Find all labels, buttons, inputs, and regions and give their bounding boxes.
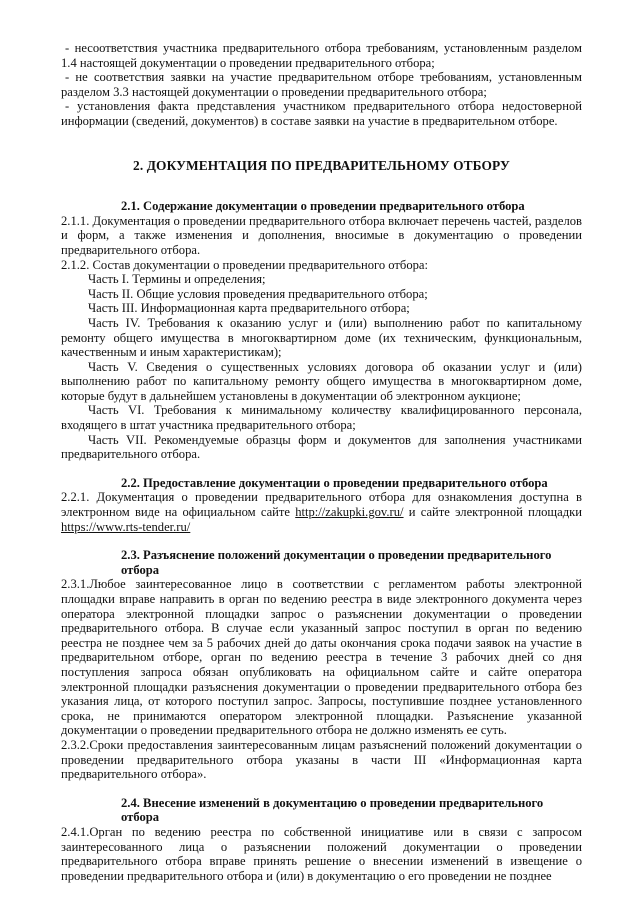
part-item: Часть V. Сведения о существенных условиях договора об оказании услуг и (или) выполнению работ по капитальному ремонту общего имущества в многоквартирном доме, которые будут в дальнейшем установлены в документации об электронном аукционе; xyxy=(61,359,582,403)
zakupki-link[interactable]: http://zakupki.gov.ru/ xyxy=(295,505,404,520)
part-item: Часть III. Информационная карта предварительного отбора; xyxy=(88,301,410,316)
paragraph-2-1-1: 2.1.1. Документация о проведении предварительного отбора включает перечень частей, разделов и форм, а также изменения и дополнения, вносимые в документацию о проведении предварительного отбора. xyxy=(61,213,582,257)
subsection-2-1-heading: 2.1. Содержание документации о проведении предварительного отбора xyxy=(121,199,525,214)
part-item: Часть VI. Требования к минимальному количеству квалифицированного персонала, входящего в штат участника предварительного отбора; xyxy=(61,403,582,433)
paragraph-2-3-1: 2.3.1.Любое заинтересованное лицо в соответствии с регламентом работы электронной площадки вправе направить в орган по ведению реестра в виде электронного документа через оператора электронной площадки запрос о разъяснении документации о проведении предварительного отбора. В случае если указанный запрос поступил в орган по ведению реестра не позднее чем за 5 рабочих дней до даты окончания срока подачи заявок на участие в предварительном отборе, орган по ведению реестра в течение 3 рабочих дней со дня поступления запроса обязан опубликовать на официальном сайте и сайте оператора электронной площадки разъяснения документации о проведении предварительного отбора без указания лица, от которого поступил запрос. Запросы, поступившие позднее установленного срока, не принимаются оператором электронной площадки. Разъяснение указанной документации о проведении предварительного отбора не должно изменять ее суть. xyxy=(61,577,582,738)
section-title: 2. ДОКУМЕНТАЦИЯ ПО ПРЕДВАРИТЕЛЬНОМУ ОТБОРУ xyxy=(133,157,510,173)
subsection-2-3-heading: 2.3. Разъяснение положений документации о проведении предварительного отбора xyxy=(121,548,552,577)
part-item: Часть II. Общие условия проведения предварительного отбора; xyxy=(88,286,428,301)
rts-tender-link[interactable]: https://www.rts-tender.ru/ xyxy=(61,519,191,534)
paragraph-2-3-2: 2.3.2.Сроки предоставления заинтересованным лицам разъяснений положений документации о проведении предварительного отбора указаны в части III «Информационная карта предварительного отбора». xyxy=(61,737,582,782)
subsection-2-4-heading: 2.4. Внесение изменений в документацию о проведении предварительного отбора xyxy=(121,795,544,825)
paragraph-2-1-2: 2.1.2. Состав документации о проведении предварительного отбора: xyxy=(61,257,429,272)
part-item: Часть I. Термины и определения; xyxy=(88,272,266,287)
paragraph-2-2-1-middle: и сайте электронной площадки xyxy=(403,505,582,520)
part-item: Часть IV. Требования к оказанию услуг и (или) выполнению работ по капитальному ремонту общего имущества в многоквартирном доме (их техническим, функциональным, качественным и иным характеристикам); xyxy=(61,315,582,360)
subsection-2-2-heading: 2.2. Предоставление документации о проведении предварительного отбора xyxy=(121,475,548,490)
intro-item-2: - не соответствия заявки на участие предварительном отборе требованиям, установленным разделом 3.3 настоящей документации о проведении предварительного отбора; xyxy=(61,70,582,99)
paragraph-2-4-1: 2.4.1.Орган по ведению реестра по собственной инициативе или в связи с запросом заинтересованного лица о разъяснении положений документации о проведении предварительного отбора вправе принять решение о внесении изменений в извещение о проведении предварительного отбора и (или) в документацию о его проведении не позднее xyxy=(61,824,582,883)
intro-item-3: - установления факта представления участником предварительного отбора недостоверной информации (сведений, документов) в составе заявки на участие в предварительном отборе. xyxy=(61,99,582,128)
paragraph-2-2-1-text: 2.2.1. Документация о проведении предварительного отбора для ознакомления доступна в электронном виде на официальном сайте xyxy=(61,490,582,520)
paragraph-2-2-1 xyxy=(61,490,582,534)
intro-item-1: - несоответствия участника предварительного отбора требованиям, установленным разделом 1.4 настоящей документации о проведении предварительного отбора; xyxy=(61,41,582,70)
part-item: Часть VII. Рекомендуемые образцы форм и документов для заполнения участниками предварительного отбора. xyxy=(61,432,582,462)
